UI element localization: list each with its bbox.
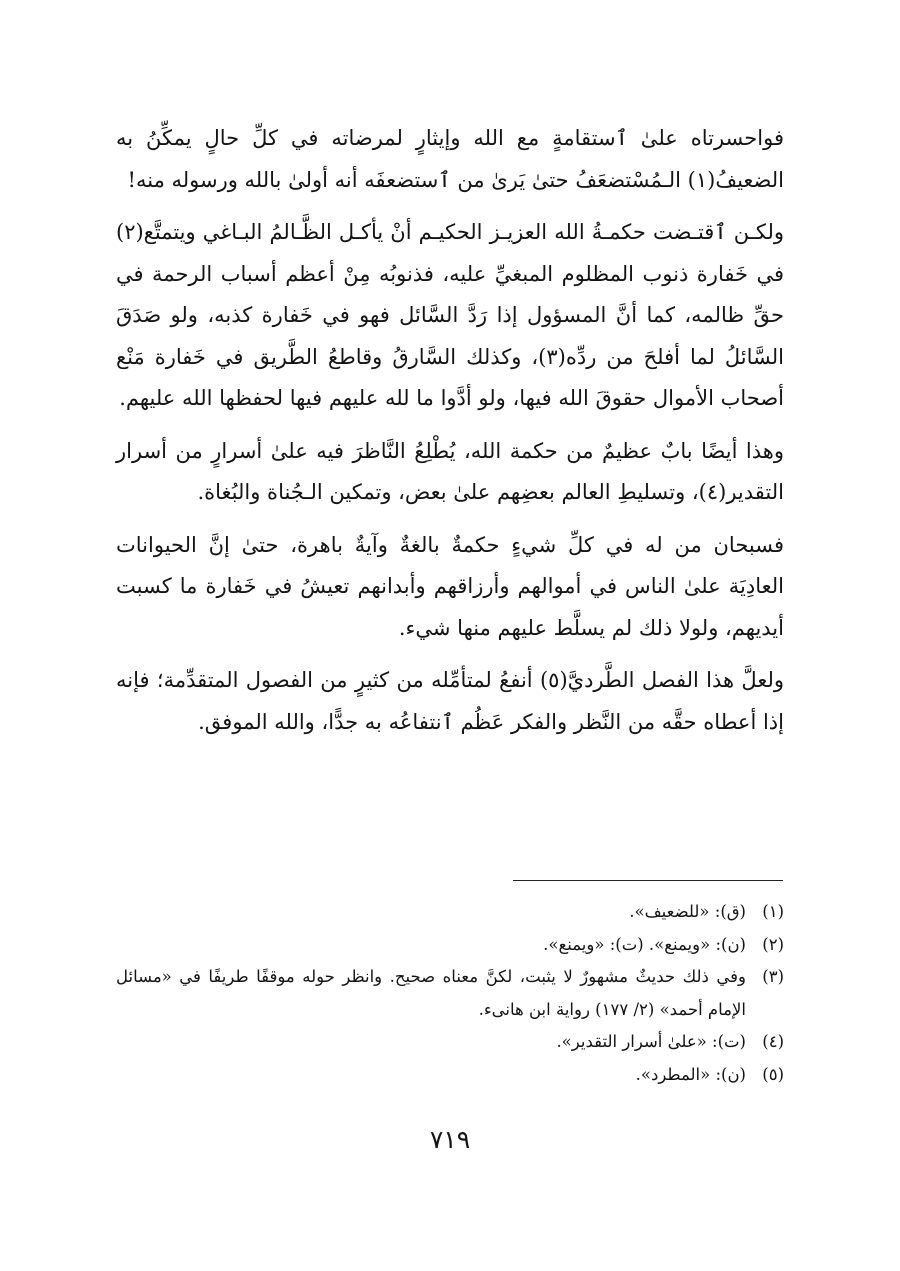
footnote-text: (ق): «للضعيف». bbox=[629, 902, 746, 921]
paragraph-5: ولعلَّ هذا الفصل الطَّرديَّ(٥) أنفعُ لمتأمِّله من كثيرٍ من الفصول المتقدِّمة؛ فإنه إذا أعطاه حقَّه من النَّظر والفكر عَظُم ٱنتفاعُه به جدًّا، والله الموفق. bbox=[116, 668, 784, 734]
footnote-text: (ن): «ويمنع». (ت): «ويمنع». bbox=[543, 934, 746, 954]
footnote-number: (٢) bbox=[762, 934, 784, 954]
footnote-text: (ت): «علىٰ أسرار التقدير». bbox=[556, 1032, 746, 1051]
page-number: ٧١٩ bbox=[429, 1125, 471, 1154]
footnote-text: وفي ذلك حديثٌ مشهورٌ لا يثبت، لكنَّ معناه صحيح. وانظر حوله موقفًا طريفًا في «مسائل الإمام أحمد» (٢/ ١٧٧) رواية ابن هانىء. bbox=[116, 967, 746, 1019]
footnote-number: (١) bbox=[762, 902, 784, 921]
footnote-number: (٣) bbox=[762, 967, 784, 986]
footnote-number: (٤) bbox=[762, 1032, 784, 1051]
footnote-4 bbox=[116, 1026, 784, 1059]
footnote-2 bbox=[116, 929, 784, 962]
footnotes bbox=[116, 896, 784, 1091]
footnote-3 bbox=[116, 961, 784, 1026]
paragraph-3: وهذا أيضًا بابٌ عظيمٌ من حكمة الله، يُطْلِعُ النَّاظرَ فيه علىٰ أسرارٍ من أسرار التقدير(٤)، وتسليطِ العالم بعضِهم علىٰ بعض، وتمكين الـجُناة والبُغاة. bbox=[116, 438, 784, 504]
footnote-5 bbox=[116, 1059, 784, 1092]
paragraph-1: فواحسرتاه علىٰ ٱستقامةٍ مع الله وإيثارٍ لمرضاته في كلِّ حالٍ يمكِّنُ به الضعيفُ(١) الـمُسْتضعَفُ حتىٰ يَرىٰ من ٱستضعفَه أنه أولىٰ بالله ورسوله منه! bbox=[116, 126, 784, 192]
footnote-separator bbox=[513, 880, 783, 881]
paragraph-4: فسبحان من له في كلِّ شيءٍ حكمةٌ بالغةٌ وآيةٌ باهرة، حتىٰ إنَّ الحيوانات العادِيَة علىٰ الناس في أموالهم وأرزاقهم وأبدانهم تعيشُ في خَفارة ما كسبت أيديهم، ولولا ذلك لم يسلَّط عليهم منها شيء. bbox=[116, 532, 784, 640]
main-text bbox=[116, 118, 784, 754]
footnote-1 bbox=[116, 896, 784, 929]
footnote-number: (٥) bbox=[762, 1064, 784, 1084]
paragraph-2: ولكـن ٱقتـضت حكمـةُ الله العزيـز الحكيـم أنْ يأكـل الظَّـالمُ البـاغي ويتمتَّع(٢) في خَفارة ذنوب المظلوم المبغيِّ عليه، فذنوبُه مِنْ أعظم أسباب الرحمة في حقِّ ظالمه، كما أنَّ المسؤول إذا رَدَّ السَّائل فهو في خَفارة كذبه، ولو صَدَقَ السَّائلُ لما أفلحَ من ردِّه(٣)، وكذلك السَّارقُ وقاطعُ الطَّريق في خَفارة مَنْع أصحاب الأموال حقوقَ الله فيها، ولو أدَّوا ما لله عليهم فيها لحفظها الله عليهم. bbox=[116, 220, 784, 410]
footnote-text: (ن): «المطرد». bbox=[635, 1064, 746, 1084]
